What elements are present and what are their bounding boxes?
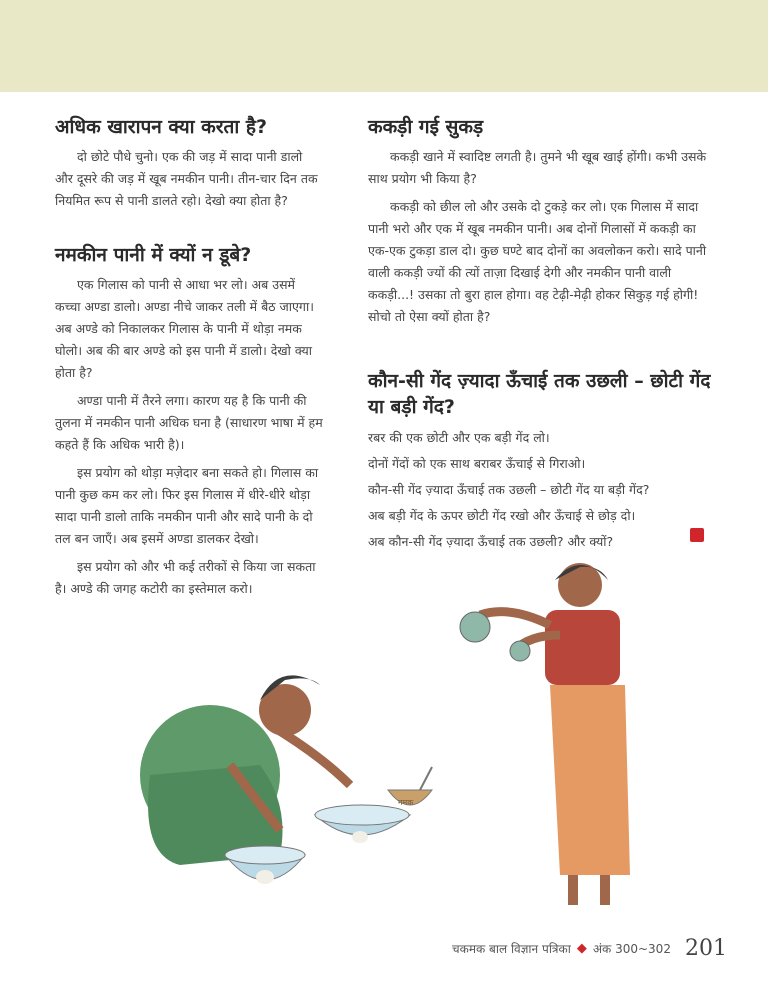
paragraph: इस प्रयोग को और भी कई तरीकों से किया जा सकता है। अण्डे की जगह कटोरी का इस्तेमाल करो। xyxy=(55,559,316,596)
skirt xyxy=(550,685,630,875)
right-column xyxy=(368,114,713,556)
diamond-icon: ◆ xyxy=(576,941,587,956)
section-title: ककड़ी गई सुकड़ xyxy=(368,116,484,138)
paragraph: ककड़ी को छील लो और उसके दो टुकड़े कर लो। एक गिलास में सादा पानी भरो और एक में खूब नमकीन पानी। अब दोनों गिलासों में ककड़ी का एक-एक टुकड़ा डाल दो। कुछ घण्टे बाद दोनों का अवलोकन करो। सादे पानी वाली ककड़ी ज्यों की त्यों ताज़ा दिखाई देगी और नमकीन पानी वाली ककड़ी...! उसका तो बुरा हाल होगा। वह टेढ़ी-मेढ़ी होकर सिकुड़ गई होगी! सोचो तो ऐसा क्यों होता है? xyxy=(368,199,707,324)
head xyxy=(558,563,602,607)
page-footer xyxy=(452,936,727,961)
girl-with-balls-illustration xyxy=(450,555,650,935)
paragraph: ककड़ी खाने में स्वादिष्ट लगती है। तुमने भी खूब खाई होंगी। कभी उसके साथ प्रयोग भी किया है? xyxy=(368,149,707,186)
instruction-line: अब बड़ी गेंद के ऊपर छोटी गेंद रखो और ऊँचाई से छोड़ दो। xyxy=(368,508,636,523)
paragraph: एक गिलास को पानी से आधा भर लो। अब उसमें कच्चा अण्डा डालो। अण्डा नीचे जाकर तली में बैठ जाएगा। अब अण्डे को निकालकर गिलास के पानी में थोड़ा नमक घोलो। अब की बार अण्डे को इस पानी में डालो। देखो क्या होता है? xyxy=(55,277,314,380)
issue-number: अंक 300~302 xyxy=(592,942,671,956)
section-title: कौन-सी गेंद ज़्यादा ऊँचाई तक उछली – छोटी गेंद या बड़ी गेंद? xyxy=(368,370,711,418)
end-mark-icon xyxy=(690,528,704,542)
svg-text:नमक: नमक xyxy=(398,798,414,807)
header-band xyxy=(0,0,768,92)
page-number: 201 xyxy=(684,936,727,961)
instruction-line: दोनों गेंदों को एक साथ बराबर ऊँचाई से गिराओ। xyxy=(368,456,586,471)
girl-with-bowls-illustration xyxy=(120,655,440,925)
section-title: नमकीन पानी में क्यों न डूबे? xyxy=(55,244,252,266)
paragraph: दो छोटे पौधे चुनो। एक की जड़ में सादा पानी डालो और दूसरे की जड़ में खूब नमकीन पानी। तीन-चार दिन तक नियमित रूप से पानी डालते रहो। देखो क्या होता है? xyxy=(55,149,318,208)
small-ball xyxy=(510,641,530,661)
left-column xyxy=(55,114,323,606)
instruction-line: कौन-सी गेंद ज़्यादा ऊँचाई तक उछली – छोटी गेंद या बड़ी गेंद? xyxy=(368,482,650,497)
section-title: अधिक खारापन क्या करता है? xyxy=(55,116,267,138)
instruction-line: अब कौन-सी गेंद ज़्यादा ऊँचाई तक उछली? और क्यों? xyxy=(368,534,614,549)
instruction-line: रबर की एक छोटी और एक बड़ी गेंद लो। xyxy=(368,430,550,445)
blouse xyxy=(545,610,620,685)
paragraph: अण्डा पानी में तैरने लगा। कारण यह है कि पानी की तुलना में नमकीन पानी अधिक घना है (साधारण भाषा में हम कहते हैं कि अधिक भारी है)। xyxy=(55,393,323,452)
paragraph: इस प्रयोग को थोड़ा मज़ेदार बना सकते हो। गिलास का पानी कुछ कम कर लो। फिर इस गिलास में धीरे-धीरे थोड़ा सादा पानी डालो ताकि नमकीन पानी और सादे पानी के दो तल बन जाएँ। अब इसमें अण्डा डालकर देखो। xyxy=(55,465,319,546)
magazine-name: चकमक बाल विज्ञान पत्रिका xyxy=(452,942,571,956)
big-ball xyxy=(460,612,490,642)
